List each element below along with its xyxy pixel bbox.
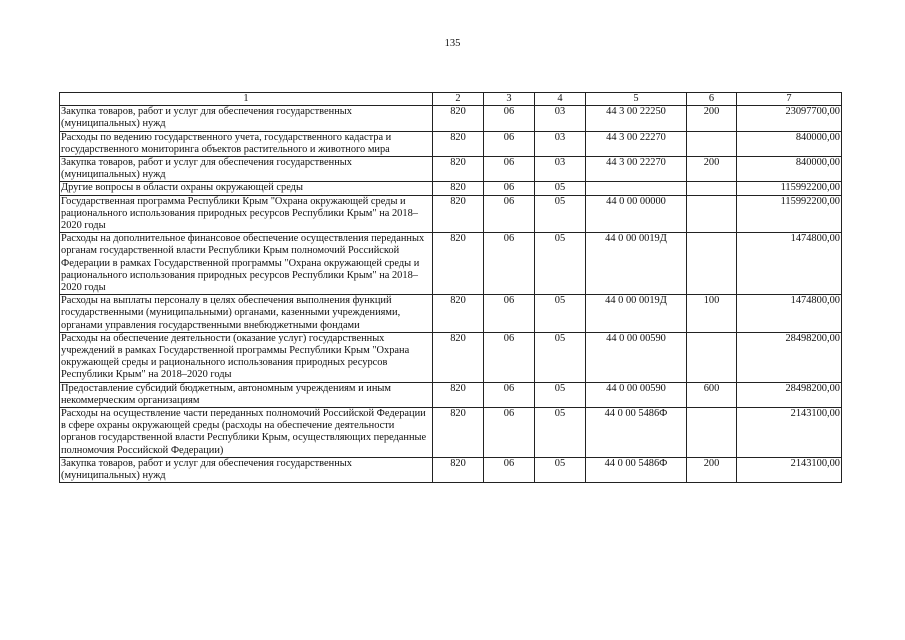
row-section-code: 06 (484, 332, 535, 382)
row-amount: 23097700,00 (737, 106, 842, 131)
row-section-code: 06 (484, 131, 535, 156)
header-row (60, 93, 842, 106)
col-header-5: 5 (586, 93, 687, 106)
row-ministry-code: 820 (433, 106, 484, 131)
row-ministry-code: 820 (433, 408, 484, 458)
row-subsection-code: 05 (535, 332, 586, 382)
col-header-2: 2 (433, 93, 484, 106)
row-section-code: 06 (484, 182, 535, 195)
row-ministry-code: 820 (433, 131, 484, 156)
row-subsection-code: 05 (535, 382, 586, 407)
row-name: Предоставление субсидий бюджетным, автономным учреждениям и иным некоммерческим организациям (60, 382, 433, 407)
row-amount: 115992200,00 (737, 195, 842, 233)
row-subsection-code: 03 (535, 157, 586, 182)
row-ministry-code: 820 (433, 295, 484, 333)
table-row (60, 131, 842, 156)
col-header-1: 1 (60, 93, 433, 106)
row-target-code: 44 0 00 00000 (586, 195, 687, 233)
row-expense-type (687, 408, 737, 458)
row-target-code: 44 0 00 5486Ф (586, 408, 687, 458)
row-target-code: 44 0 00 5486Ф (586, 457, 687, 482)
row-ministry-code: 820 (433, 233, 484, 295)
row-target-code: 44 3 00 22250 (586, 106, 687, 131)
row-subsection-code: 05 (535, 457, 586, 482)
table-row (60, 332, 842, 382)
row-expense-type (687, 131, 737, 156)
row-subsection-code: 05 (535, 195, 586, 233)
row-ministry-code: 820 (433, 382, 484, 407)
row-expense-type (687, 332, 737, 382)
row-section-code: 06 (484, 295, 535, 333)
row-target-code: 44 0 00 0019Д (586, 295, 687, 333)
row-target-code (586, 182, 687, 195)
row-subsection-code: 05 (535, 408, 586, 458)
row-expense-type (687, 195, 737, 233)
row-section-code: 06 (484, 408, 535, 458)
row-name: Расходы на осуществление части переданных полномочий Российской Федерации в сфере охраны окружающей среды (расходы на обеспечение деятельности органов государственной власти Республики Крым, осуществляющих переданные полномочия Российской Федерации) (60, 408, 433, 458)
row-target-code: 44 3 00 22270 (586, 131, 687, 156)
row-target-code: 44 0 00 00590 (586, 382, 687, 407)
row-ministry-code: 820 (433, 182, 484, 195)
row-amount: 2143100,00 (737, 457, 842, 482)
row-amount: 1474800,00 (737, 233, 842, 295)
row-name: Закупка товаров, работ и услуг для обеспечения государственных (муниципальных) нужд (60, 157, 433, 182)
col-header-6: 6 (687, 93, 737, 106)
budget-table (59, 92, 842, 483)
row-amount: 28498200,00 (737, 332, 842, 382)
row-subsection-code: 05 (535, 182, 586, 195)
col-header-3: 3 (484, 93, 535, 106)
row-amount: 840000,00 (737, 157, 842, 182)
row-expense-type: 100 (687, 295, 737, 333)
row-expense-type: 200 (687, 157, 737, 182)
row-name: Расходы на выплаты персоналу в целях обеспечения выполнения функций государственными (муниципальными) органами, казенными учреждениями, органами управления государственными внебюджетными фондами (60, 295, 433, 333)
row-section-code: 06 (484, 233, 535, 295)
table-row (60, 157, 842, 182)
row-expense-type: 200 (687, 106, 737, 131)
row-ministry-code: 820 (433, 457, 484, 482)
table-row (60, 195, 842, 233)
table-row (60, 408, 842, 458)
table-row (60, 457, 842, 482)
row-name: Расходы по ведению государственного учета, государственного кадастра и государственного мониторинга объектов растительного и животного мира (60, 131, 433, 156)
row-section-code: 06 (484, 382, 535, 407)
page-number: 135 (444, 38, 461, 49)
row-section-code: 06 (484, 457, 535, 482)
row-name: Расходы на обеспечение деятельности (оказание услуг) государственных учреждений в рамках Государственной программы Республики Крым "Охрана окружающей среды и рационального использования природных ресурсов Республики Крым" на 2018–2020 годы (60, 332, 433, 382)
row-name: Другие вопросы в области охраны окружающей среды (60, 182, 433, 195)
row-name: Расходы на дополнительное финансовое обеспечение осуществления переданных органам государственной власти Республики Крым полномочий Российской Федерации в рамках Государственной программы "Охрана окружающей среды и рационального использования природных ресурсов Республики Крым" на 2018–2020 годы (60, 233, 433, 295)
row-target-code: 44 3 00 22270 (586, 157, 687, 182)
row-expense-type: 600 (687, 382, 737, 407)
row-amount: 840000,00 (737, 131, 842, 156)
row-expense-type (687, 233, 737, 295)
col-header-4: 4 (535, 93, 586, 106)
row-name: Закупка товаров, работ и услуг для обеспечения государственных (муниципальных) нужд (60, 106, 433, 131)
table-row (60, 106, 842, 131)
row-name: Государственная программа Республики Крым "Охрана окружающей среды и рационального использования природных ресурсов Республики Крым" на 2018–2020 годы (60, 195, 433, 233)
row-amount: 2143100,00 (737, 408, 842, 458)
col-header-7: 7 (737, 93, 842, 106)
table-row (60, 382, 842, 407)
row-ministry-code: 820 (433, 195, 484, 233)
row-amount: 115992200,00 (737, 182, 842, 195)
row-section-code: 06 (484, 157, 535, 182)
table-row (60, 295, 842, 333)
row-expense-type (687, 182, 737, 195)
row-subsection-code: 03 (535, 131, 586, 156)
row-subsection-code: 05 (535, 233, 586, 295)
table-row (60, 182, 842, 195)
row-amount: 1474800,00 (737, 295, 842, 333)
row-expense-type: 200 (687, 457, 737, 482)
row-target-code: 44 0 00 0019Д (586, 233, 687, 295)
row-target-code: 44 0 00 00590 (586, 332, 687, 382)
row-section-code: 06 (484, 106, 535, 131)
row-section-code: 06 (484, 195, 535, 233)
row-amount: 28498200,00 (737, 382, 842, 407)
row-ministry-code: 820 (433, 157, 484, 182)
row-subsection-code: 03 (535, 106, 586, 131)
table-row (60, 233, 842, 295)
row-name: Закупка товаров, работ и услуг для обеспечения государственных (муниципальных) нужд (60, 457, 433, 482)
row-ministry-code: 820 (433, 332, 484, 382)
row-subsection-code: 05 (535, 295, 586, 333)
